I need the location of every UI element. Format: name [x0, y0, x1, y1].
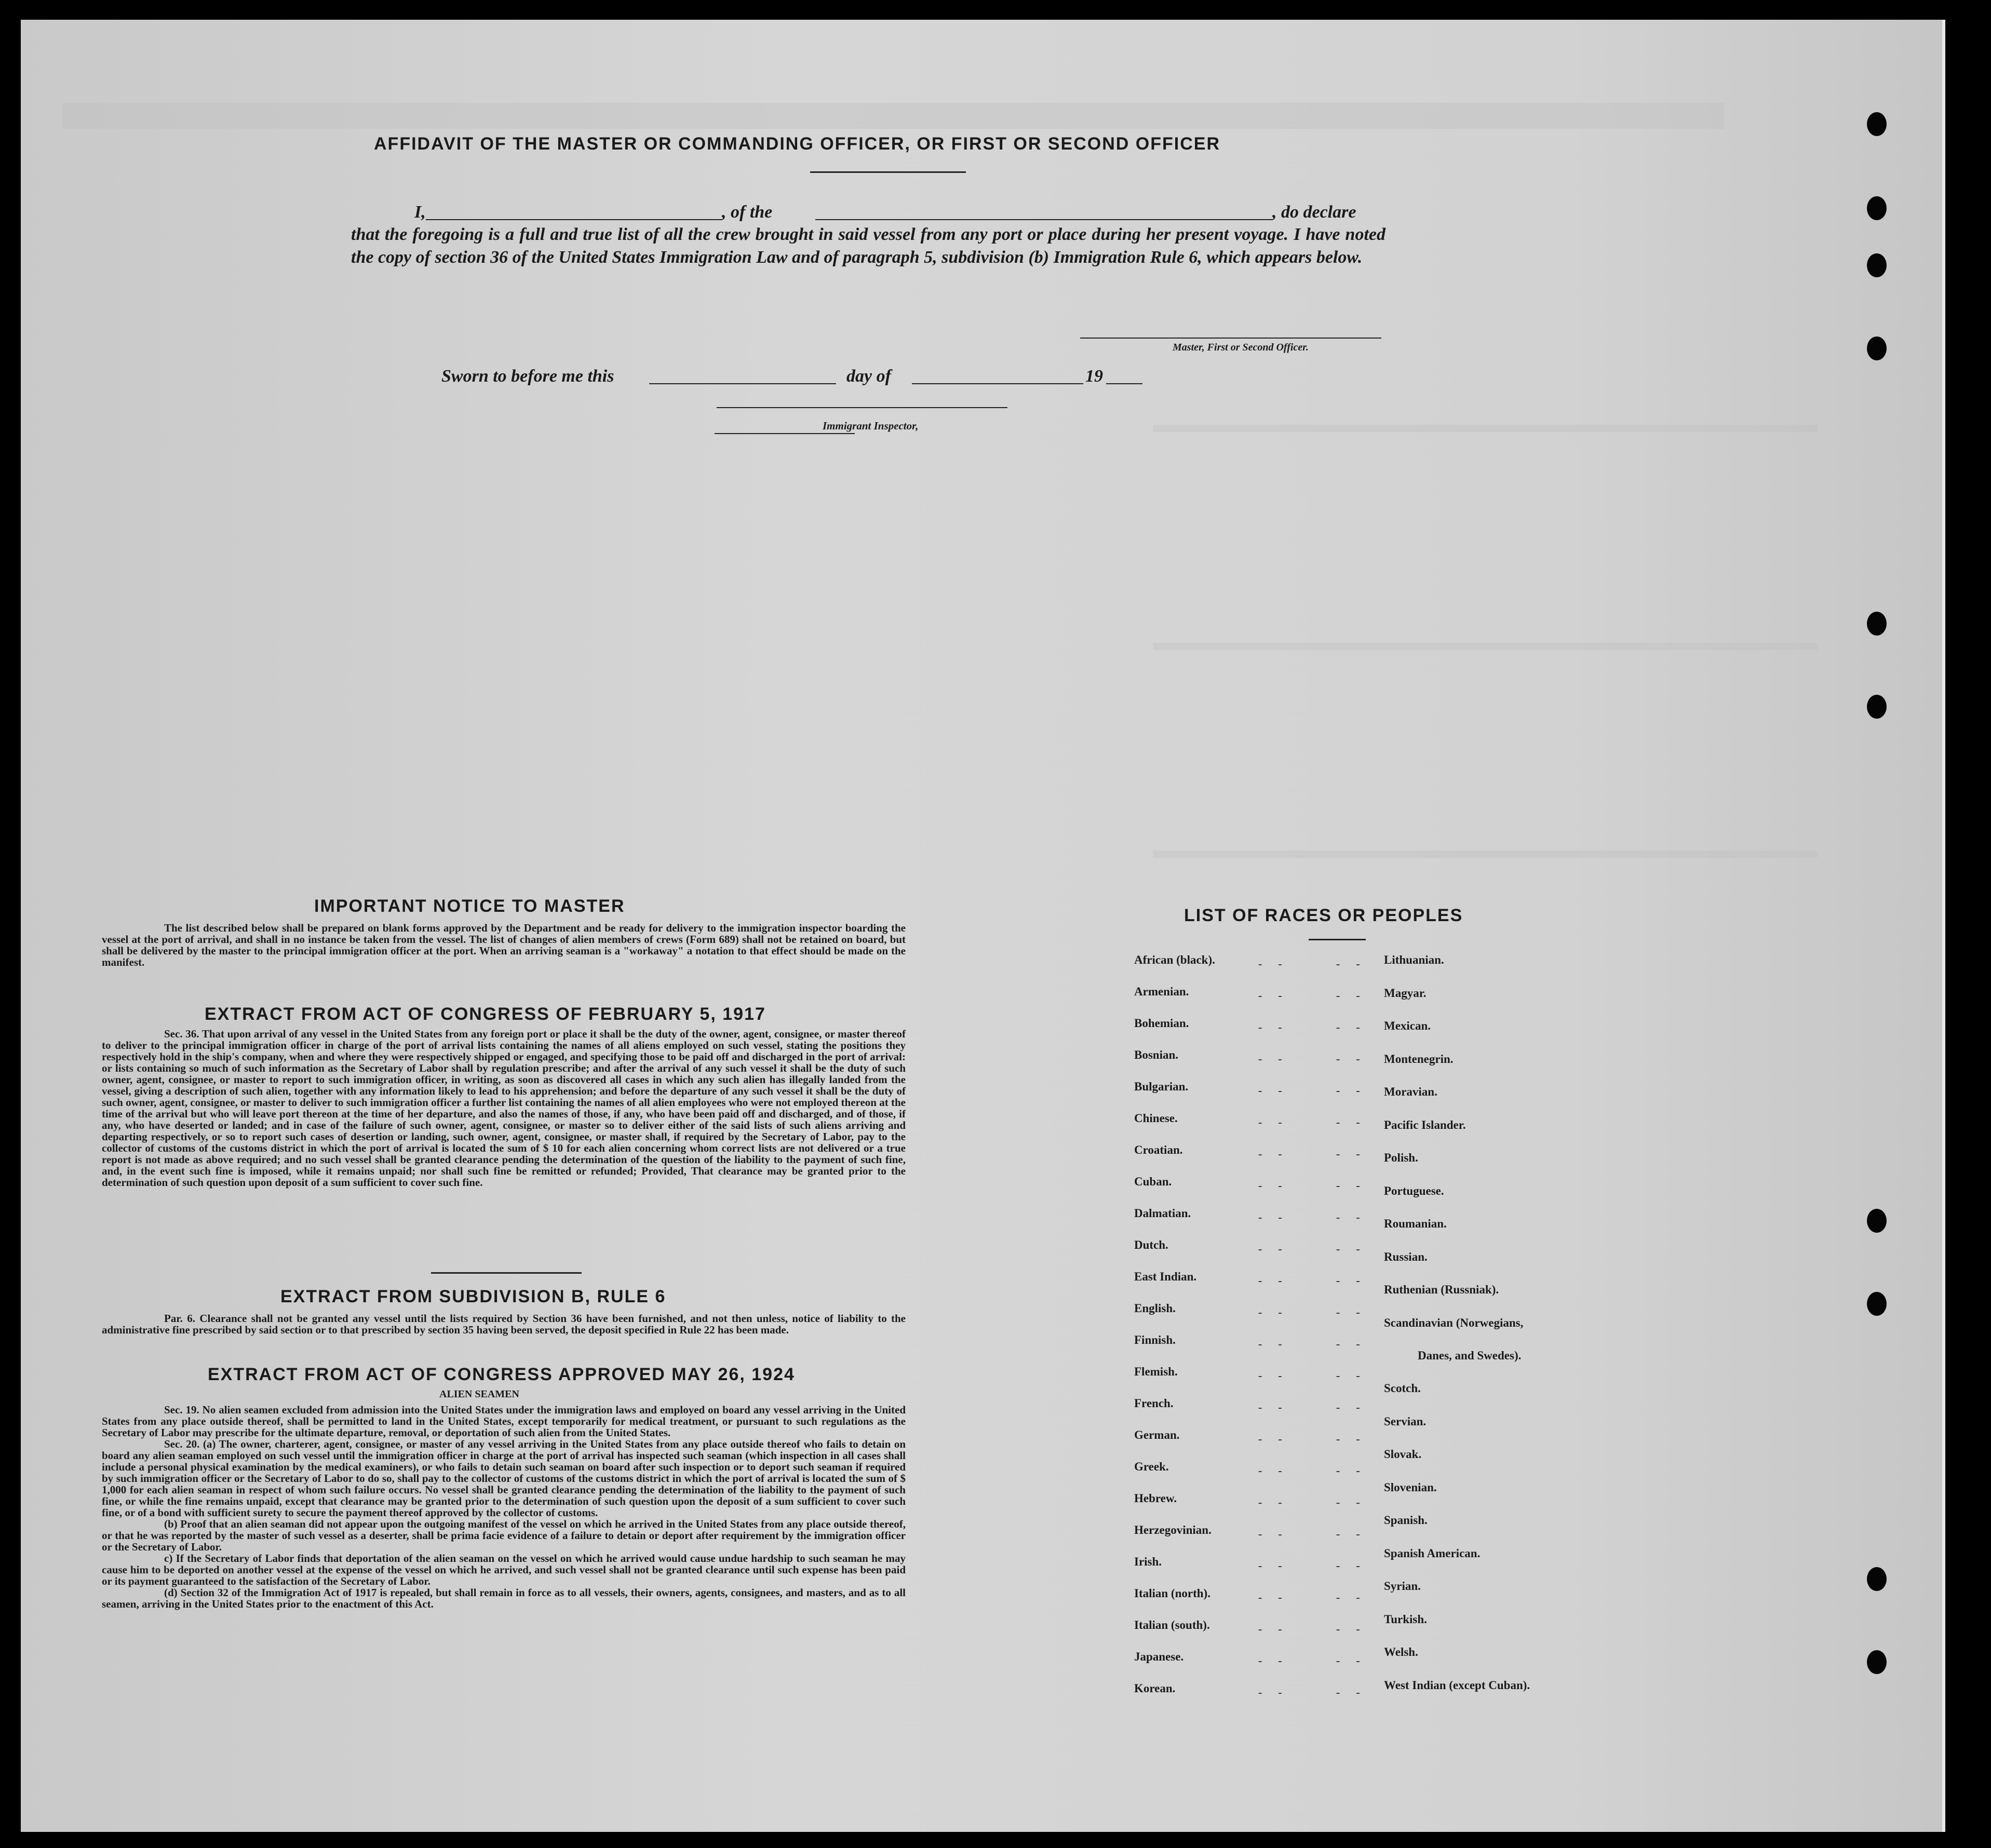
- leader-dashes: - -: [1257, 1180, 1287, 1193]
- race-left-item: Finnish.: [1134, 1333, 1176, 1346]
- divider: [431, 1272, 582, 1274]
- affidavit-of-the: , of the: [722, 203, 773, 222]
- race-right-item: Scandinavian (Norwegians,: [1384, 1316, 1524, 1329]
- bleed-through-line: [1153, 643, 1818, 650]
- act1924-sec20: Sec. 20. (a) The owner, charterer, agent, consignee, or master of any vessel arriving in the United States from any place outside thereof who fails to detain on board any alien seaman employed on such vessel until the immigration officer in charge at the port of arrival has inspected such seaman (which inspection in all cases shall include a personal physical examination by the medical examiners), or who fails to detain such seaman on board after such inspection or to deport such seaman if required by such immigration officer or the Secretary of Labor to do so, shall pay to the collector of customs of the customs district in which the port of arrival is located the sum of $ 1,000 for each alien seaman in respect of whom such failure occurs. No vessel shall be granted clearance pending the determination of the liability to the payment of such fine, or while the fine remains unpaid, except that clearance may be granted prior to the determination of such question upon the deposit of a sum sufficient to cover such fine, or of a bond with sufficient surety to secure the payment thereof approved by the collector of customs.: [102, 1438, 906, 1519]
- race-left-item: Bulgarian.: [1134, 1080, 1189, 1093]
- races-title: LIST OF RACES OR PEOPLES: [1184, 906, 1463, 925]
- race-right-item: Slovak.: [1384, 1448, 1422, 1461]
- race-right-item: Spanish.: [1384, 1514, 1428, 1527]
- race-left-item: English.: [1134, 1302, 1176, 1315]
- vessel-blank: [815, 219, 1272, 220]
- race-left-item: Greek.: [1134, 1460, 1169, 1473]
- binder-hole: [1867, 1292, 1887, 1316]
- leader-dashes: - -: [1335, 1180, 1365, 1193]
- act1924-subtitle: ALIEN SEAMEN: [439, 1388, 519, 1400]
- leader-dashes: - -: [1335, 1212, 1365, 1225]
- affidavit-declare: , do declare: [1272, 203, 1356, 222]
- act1924-sec19: Sec. 19. No alien seamen excluded from admission into the United States under the immigration laws and employed on board any vessel arriving in the United States from any place outside thereof, shall be permitted to land in the United States, except temporarily for medical treatment, or pursuant to such regulations as the Secretary of Labor may prescribe for the ultimate departure, removal, or deportation of such alien from the United States.: [102, 1404, 906, 1439]
- race-left-item: Bosnian.: [1134, 1048, 1179, 1061]
- leader-dashes: - -: [1335, 1149, 1365, 1162]
- race-left-item: Croatian.: [1134, 1143, 1183, 1156]
- race-right-item: Danes, and Swedes).: [1418, 1348, 1522, 1362]
- race-right-item: Roumanian.: [1384, 1217, 1447, 1230]
- leader-dashes: - -: [1257, 1370, 1287, 1383]
- bleed-through-header: [62, 103, 1724, 129]
- race-left-item: German.: [1134, 1428, 1180, 1441]
- divider: [1309, 939, 1366, 940]
- race-left-item: Bohemian.: [1134, 1017, 1189, 1030]
- leader-dashes: - -: [1257, 1434, 1287, 1447]
- leader-dashes: - -: [1335, 1434, 1365, 1447]
- race-right-item: West Indian (except Cuban).: [1384, 1678, 1530, 1692]
- leader-dashes: - -: [1257, 1687, 1287, 1700]
- leader-dashes: - -: [1257, 1275, 1287, 1288]
- race-left-item: Chinese.: [1134, 1112, 1178, 1125]
- race-left-item: Japanese.: [1134, 1650, 1184, 1663]
- notice-text: The list described below shall be prepared on blank forms approved by the Department and be ready for delivery to the immigration inspector boarding the vessel at the port of arrival, and shall in no instance be taken from the vessel. The list of changes of alien members of crews (Form 689) shall not be retained on board, but shall be delivered by the master to the principal immigration officer at the port. When an arriving seaman is a "workaway" a notation to that effect should be made on the manifest.: [102, 922, 906, 968]
- leader-dashes: - -: [1335, 1560, 1365, 1573]
- leader-dashes: - -: [1257, 1592, 1287, 1605]
- master-signature-line: [1080, 338, 1381, 339]
- leader-dashes: - -: [1257, 1054, 1287, 1067]
- race-right-item: Magyar.: [1384, 986, 1427, 1000]
- affidavit-title: AFFIDAVIT OF THE MASTER OR COMMANDING OFFICER, OR FIRST OR SECOND OFFICER: [374, 134, 1220, 154]
- race-left-item: Armenian.: [1134, 985, 1189, 998]
- day-blank: [649, 383, 836, 384]
- leader-dashes: - -: [1335, 1624, 1365, 1637]
- race-left-item: Italian (south).: [1134, 1618, 1210, 1631]
- sworn-text: Sworn to before me this: [441, 367, 614, 386]
- leader-dashes: - -: [1335, 1592, 1365, 1605]
- race-right-item: Mexican.: [1384, 1019, 1431, 1032]
- leader-dashes: - -: [1335, 1275, 1365, 1288]
- inspector-blank: [715, 433, 855, 434]
- race-left-item: Cuban.: [1134, 1175, 1172, 1188]
- binder-hole: [1867, 1650, 1887, 1674]
- binder-hole: [1867, 695, 1887, 719]
- leader-dashes: - -: [1335, 1687, 1365, 1700]
- leader-dashes: - -: [1257, 1022, 1287, 1035]
- inspector-label: Immigrant Inspector,: [823, 420, 919, 432]
- leader-dashes: - -: [1335, 1244, 1365, 1257]
- rule6-title: EXTRACT FROM SUBDIVISION B, RULE 6: [280, 1287, 666, 1306]
- bleed-through-line: [1153, 851, 1818, 858]
- binder-hole: [1867, 253, 1887, 277]
- binder-hole: [1867, 196, 1887, 220]
- leader-dashes: - -: [1257, 1149, 1287, 1162]
- notice-title: IMPORTANT NOTICE TO MASTER: [314, 896, 625, 916]
- divider: [810, 171, 966, 173]
- race-right-item: Servian.: [1384, 1414, 1427, 1428]
- race-right-item: Lithuanian.: [1384, 953, 1444, 966]
- leader-dashes: - -: [1257, 1624, 1287, 1637]
- leader-dashes: - -: [1335, 1465, 1365, 1478]
- leader-dashes: - -: [1257, 1655, 1287, 1668]
- master-label: Master, First or Second Officer.: [1173, 342, 1309, 353]
- race-left-item: East Indian.: [1134, 1270, 1197, 1283]
- inspector-signature-line: [717, 407, 1007, 408]
- leader-dashes: - -: [1257, 1402, 1287, 1415]
- leader-dashes: - -: [1335, 1307, 1365, 1320]
- leader-dashes: - -: [1335, 1370, 1365, 1383]
- race-left-item: Flemish.: [1134, 1365, 1178, 1378]
- leader-dashes: - -: [1335, 990, 1365, 1003]
- binder-hole: [1867, 612, 1887, 636]
- year-prefix: 19: [1085, 367, 1103, 386]
- binder-hole: [1867, 112, 1887, 136]
- race-left-item: African (black).: [1134, 953, 1215, 966]
- leader-dashes: - -: [1257, 1212, 1287, 1225]
- race-right-item: Turkish.: [1384, 1612, 1427, 1626]
- race-left-item: Dalmatian.: [1134, 1207, 1191, 1220]
- document-sheet: [21, 20, 1945, 1832]
- leader-dashes: - -: [1257, 1465, 1287, 1478]
- leader-dashes: - -: [1257, 1244, 1287, 1257]
- month-blank: [912, 383, 1083, 384]
- leader-dashes: - -: [1335, 1655, 1365, 1668]
- leader-dashes: - -: [1335, 1054, 1365, 1067]
- act1924-para-c: c) If the Secretary of Labor finds that deportation of the alien seaman on the vessel on which he arrived would cause undue hardship to such seaman he may cause him to be deported on another vessel at the expense of the vessel on which he arrived, and such vessel shall not be granted clearance until such expense has been paid or its payment guaranteed to the satisfaction of the Secretary of Labor.: [102, 1552, 906, 1587]
- day-of-text: day of: [846, 367, 891, 386]
- race-left-item: Herzegovinian.: [1134, 1523, 1212, 1536]
- name-blank: [426, 219, 722, 220]
- race-right-item: Welsh.: [1384, 1645, 1418, 1658]
- race-left-item: Hebrew.: [1134, 1492, 1177, 1505]
- leader-dashes: - -: [1335, 1339, 1365, 1352]
- act1924-body: [102, 1404, 906, 1610]
- race-right-item: Polish.: [1384, 1151, 1418, 1164]
- affidavit-body: that the foregoing is a full and true list of all the crew brought in said vessel from any port or place during her present voyage. I have noted the copy of section 36 of the United States Immigration Law and of paragraph 5, subdivision (b) Immigration Rule 6, which appears below.: [351, 225, 1385, 267]
- race-right-item: Montenegrin.: [1384, 1052, 1454, 1065]
- year-blank: [1106, 383, 1142, 384]
- binder-hole: [1867, 336, 1887, 360]
- bleed-through-line: [1153, 425, 1818, 432]
- race-left-item: Italian (north).: [1134, 1587, 1210, 1600]
- leader-dashes: - -: [1257, 990, 1287, 1003]
- leader-dashes: - -: [1335, 1117, 1365, 1130]
- leader-dashes: - -: [1257, 1560, 1287, 1573]
- rule6-text: Par. 6. Clearance shall not be granted any vessel until the lists required by Section 36 have been furnished, and not then unless, notice of liability to the administrative fine prescribed by said section or to that prescribed by section 35 having been served, the deposit specified in Rule 22 has been made.: [102, 1312, 906, 1336]
- race-left-item: Irish.: [1134, 1555, 1162, 1568]
- leader-dashes: - -: [1335, 1022, 1365, 1035]
- leader-dashes: - -: [1257, 1117, 1287, 1130]
- act1924-para-b: (b) Proof that an alien seaman did not appear upon the outgoing manifest of the vessel on which he arrived in the United States from any place outside thereof, or that he was reported by the master of such vessel as a deserter, shall be prima facie evidence of a failure to detain or deport after requirement by the immigration officer or the Secretary of Labor.: [102, 1518, 906, 1553]
- binder-hole: [1867, 1567, 1887, 1591]
- leader-dashes: - -: [1335, 1085, 1365, 1098]
- act1924-para-d: (d) Section 32 of the Immigration Act of 1917 is repealed, but shall remain in force as to all vessels, their owners, agents, consignees, and masters, and as to all seamen, arriving in the United States prior to the enactment of this Act.: [102, 1586, 906, 1610]
- act1917-title: EXTRACT FROM ACT OF CONGRESS OF FEBRUARY 5, 1917: [205, 1004, 766, 1024]
- race-right-item: Russian.: [1384, 1250, 1428, 1263]
- leader-dashes: - -: [1335, 1529, 1365, 1542]
- leader-dashes: - -: [1257, 1529, 1287, 1542]
- act1924-title: EXTRACT FROM ACT OF CONGRESS APPROVED MAY 26, 1924: [208, 1365, 795, 1384]
- race-right-item: Ruthenian (Russniak).: [1384, 1283, 1499, 1296]
- leader-dashes: - -: [1257, 1085, 1287, 1098]
- leader-dashes: - -: [1335, 959, 1365, 972]
- race-right-item: Slovenian.: [1384, 1480, 1437, 1494]
- race-left-item: French.: [1134, 1397, 1174, 1410]
- race-right-item: Syrian.: [1384, 1580, 1421, 1593]
- act1917-text: Sec. 36. That upon arrival of any vessel in the United States from any foreign port or place it shall be the duty of the owner, agent, consignee, or master thereof to deliver to the principal immigration officer in charge of the port of arrival lists containing the names of all aliens employed on such vessel, stating the positions they respectively hold in the ship's company, when and where they were respectively shipped or engaged, and specifying those to be paid off and discharged in the port of arrival: or lists containing so much of such information as the Secretary of Labor shall by regulation prescribe; and after the arrival of any such vessel it shall be the duty of such owner, agent, consignee, or master to report to such immigration officer, in writing, as soon as discovered all cases in which any such alien has illegally landed from the vessel, giving a description of such alien, together with any information likely to lead to his apprehension; and before the departure of any such vessel it shall be the duty of such owner, agent, consignee, or master to deliver to such immigration officer a further list containing the names of all alien employees who were not employed thereon at the time of the arrival but who will leave port thereon at the time of her departure, and also the names of those, if any, who have been paid off and discharged, and of those, if any, who have deserted or landed; and in case of the failure of such owner, agent, consignee, or master so to deliver either of the said lists of such aliens arriving and departing respectively, or so to report such cases of desertion or landing, such owner, agent, consignee, or master shall, if required by the Secretary of Labor, pay to the collector of customs of the customs district in which the port of arrival is located the sum of $ 10 for each alien concerning whom correct lists are not delivered or a true report is not made as above required; and no such vessel shall be granted clearance pending the determination of the question of the liability to the payment of such fine, and, in the event such fine is imposed, while it remains unpaid; nor shall such fine be remitted or refunded; Provided, That clearance may be granted prior to the determination of such question upon deposit of a sum sufficient to cover such fine.: [102, 1028, 906, 1189]
- race-right-item: Pacific Islander.: [1384, 1118, 1466, 1131]
- leader-dashes: - -: [1257, 1497, 1287, 1510]
- affidavit-i: I,: [414, 203, 426, 222]
- race-left-item: Dutch.: [1134, 1238, 1168, 1251]
- race-right-item: Scotch.: [1384, 1382, 1421, 1395]
- race-left-item: Korean.: [1134, 1682, 1176, 1695]
- leader-dashes: - -: [1257, 1307, 1287, 1320]
- leader-dashes: - -: [1257, 959, 1287, 972]
- leader-dashes: - -: [1257, 1339, 1287, 1352]
- binder-hole: [1867, 1209, 1887, 1233]
- leader-dashes: - -: [1335, 1497, 1365, 1510]
- race-right-item: Portuguese.: [1384, 1184, 1444, 1197]
- leader-dashes: - -: [1335, 1402, 1365, 1415]
- race-right-item: Moravian.: [1384, 1085, 1437, 1098]
- race-right-item: Spanish American.: [1384, 1546, 1481, 1560]
